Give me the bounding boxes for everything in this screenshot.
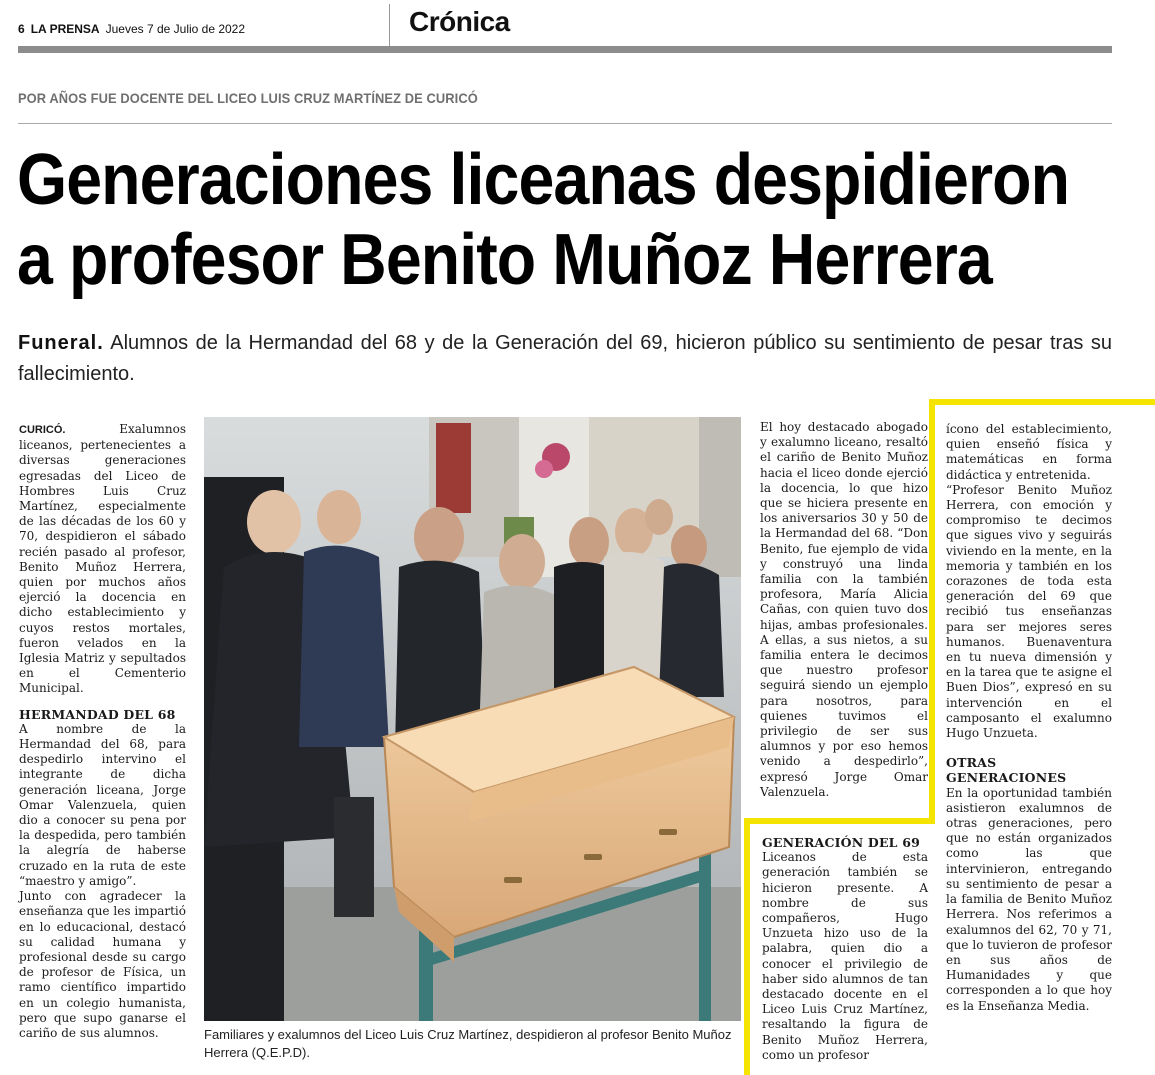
- issue-date: Jueves 7 de Julio de 2022: [105, 22, 246, 36]
- page-number: 6: [18, 22, 25, 36]
- article-column-3-lower: [762, 835, 928, 1063]
- paragraph: ícono del establecimiento, quien enseñó física y matemáticas en forma didáctica y entretenida.: [946, 422, 1112, 482]
- funeral-photo: [204, 417, 741, 1021]
- subheading: OTRAS GENERACIONES: [946, 755, 1067, 786]
- paragraph: [19, 422, 186, 697]
- highlight-top: [929, 399, 1155, 405]
- section-title: Crónica: [409, 6, 510, 37]
- paper-name: LA PRENSA: [30, 22, 100, 36]
- article-column-4: [946, 422, 1112, 1014]
- highlight-left-lower: [744, 818, 750, 1075]
- paragraph: A nombre de la Hermandad del 68, para despedirlo intervino el integrante de dicha generación liceana, Jorge Omar Valenzuela, quien dio a conocer su pena por la despedida, pero también la alegría de haberse cruzado en la ruta de este “maestro y amigo”.: [19, 721, 186, 888]
- paragraph: Liceanos de esta generación también se hicieron presente. A nombre de sus compañeros, Hugo Unzueta hizo uso de la palabra, quien dio a conocer el privilegio de haber sido alumnos de tan destacado docente en el Liceo Luis Cruz Martínez, resaltando la figura de Benito Muñoz Herrera, como un profesor: [762, 850, 928, 1062]
- dateline: CURICÓ.: [19, 424, 66, 436]
- headline-line-1: Generaciones liceanas despidieron: [17, 140, 1070, 220]
- paragraph-text: Exalumnos liceanos, pertenecientes a diversas generaciones egresadas del Liceo de Hombres Luis Cruz Martínez, especialmente de las décadas de los 60 y 70, despidieron el sábado recién pasado al profesor, Benito Muñoz Herrera, quien por muchos años ejerció la docencia en dicho establecimiento y cuyos restos mortales, fueron velados en la Iglesia Matriz y sepultados en el Cementerio Municipal.: [19, 422, 186, 696]
- kicker-rule: [18, 123, 1112, 124]
- article-column-3: [760, 420, 928, 800]
- deck: [18, 328, 1112, 390]
- header-rule: [18, 46, 1112, 53]
- subheading: HERMANDAD DEL 68: [19, 706, 176, 722]
- headline-line-2: a profesor Benito Muñoz Herrera: [17, 220, 992, 300]
- highlight-step: [744, 818, 935, 824]
- deck-text: Alumnos de la Hermandad del 68 y de la Generación del 69, hicieron público su sentimiento de pesar tras su fallecimiento.: [18, 332, 1112, 385]
- kicker: POR AÑOS FUE DOCENTE DEL LICEO LUIS CRUZ MARTÍNEZ DE CURICÓ: [18, 90, 478, 106]
- headline: [17, 140, 1070, 300]
- subheading: GENERACIÓN DEL 69: [762, 835, 921, 850]
- article-column-1: [19, 422, 186, 1041]
- photo-caption: Familiares y exalumnos del Liceo Luis Cruz Martínez, despidieron al profesor Benito Muñoz Herrera (Q.E.P.D).: [204, 1027, 732, 1060]
- photo-illustration: [204, 417, 741, 1021]
- highlight-left-upper: [929, 399, 935, 821]
- deck-lead: Funeral.: [18, 332, 104, 354]
- paragraph: En la oportunidad también asistieron exalumnos de otras generaciones, pero que no están organizados como las que intervinieron, entregando su sentimiento de pesar a la familia de Benito Muñoz Herrera. Nos referimos a exalumnos del 62, 70 y 71, que lo tuvieron de profesor en sus años de Humanidades y que corresponden a lo que hoy es la Enseñanza Media.: [946, 785, 1112, 1013]
- paragraph: Junto con agradecer la enseñanza que les impartió en lo educacional, destacó su calidad humana y profesional desde su cargo de profesor de Física, un ramo científico impartido en un colegio humanista, pero que supo ganarse el cariño de sus alumnos.: [19, 889, 186, 1040]
- paragraph: El hoy destacado abogado y exalumno liceano, resaltó el cariño de Benito Muñoz hacia el liceo donde ejerció la docencia, lo que hizo que se hiciera presente en los aniversarios 30 y 50 de la Hermandad del 68. “Don Benito, fue ejemplo de vida y construyó una linda familia con la también profesora, María Alicia Cañas, con quien tuvo dos hijas, ambas profesionales. A ellas, a sus nietos, a su familia entera le decimos que nuestro profesor seguirá siendo un ejemplo para nosotros, para quienes tuvimos el privilegio de ser sus alumnos y por eso hemos venido a despedirlo”, expresó Jorge Omar Valenzuela.: [760, 420, 928, 799]
- paragraph: “Profesor Benito Muñoz Herrera, con emoción y compromiso te decimos que sigues vivo y seguirás viviendo en la mente, en la memoria y también en los corazones de toda esta generación del 69 que recibió tus enseñanzas para ser mejores seres humanos. Buenaventura en tu nueva dimensión y en la tarea que te asigne el Buen Dios”, expresó en su intervención en el camposanto el exalumno Hugo Unzueta.: [946, 482, 1112, 741]
- masthead: [18, 22, 245, 36]
- masthead-divider: [389, 4, 390, 46]
